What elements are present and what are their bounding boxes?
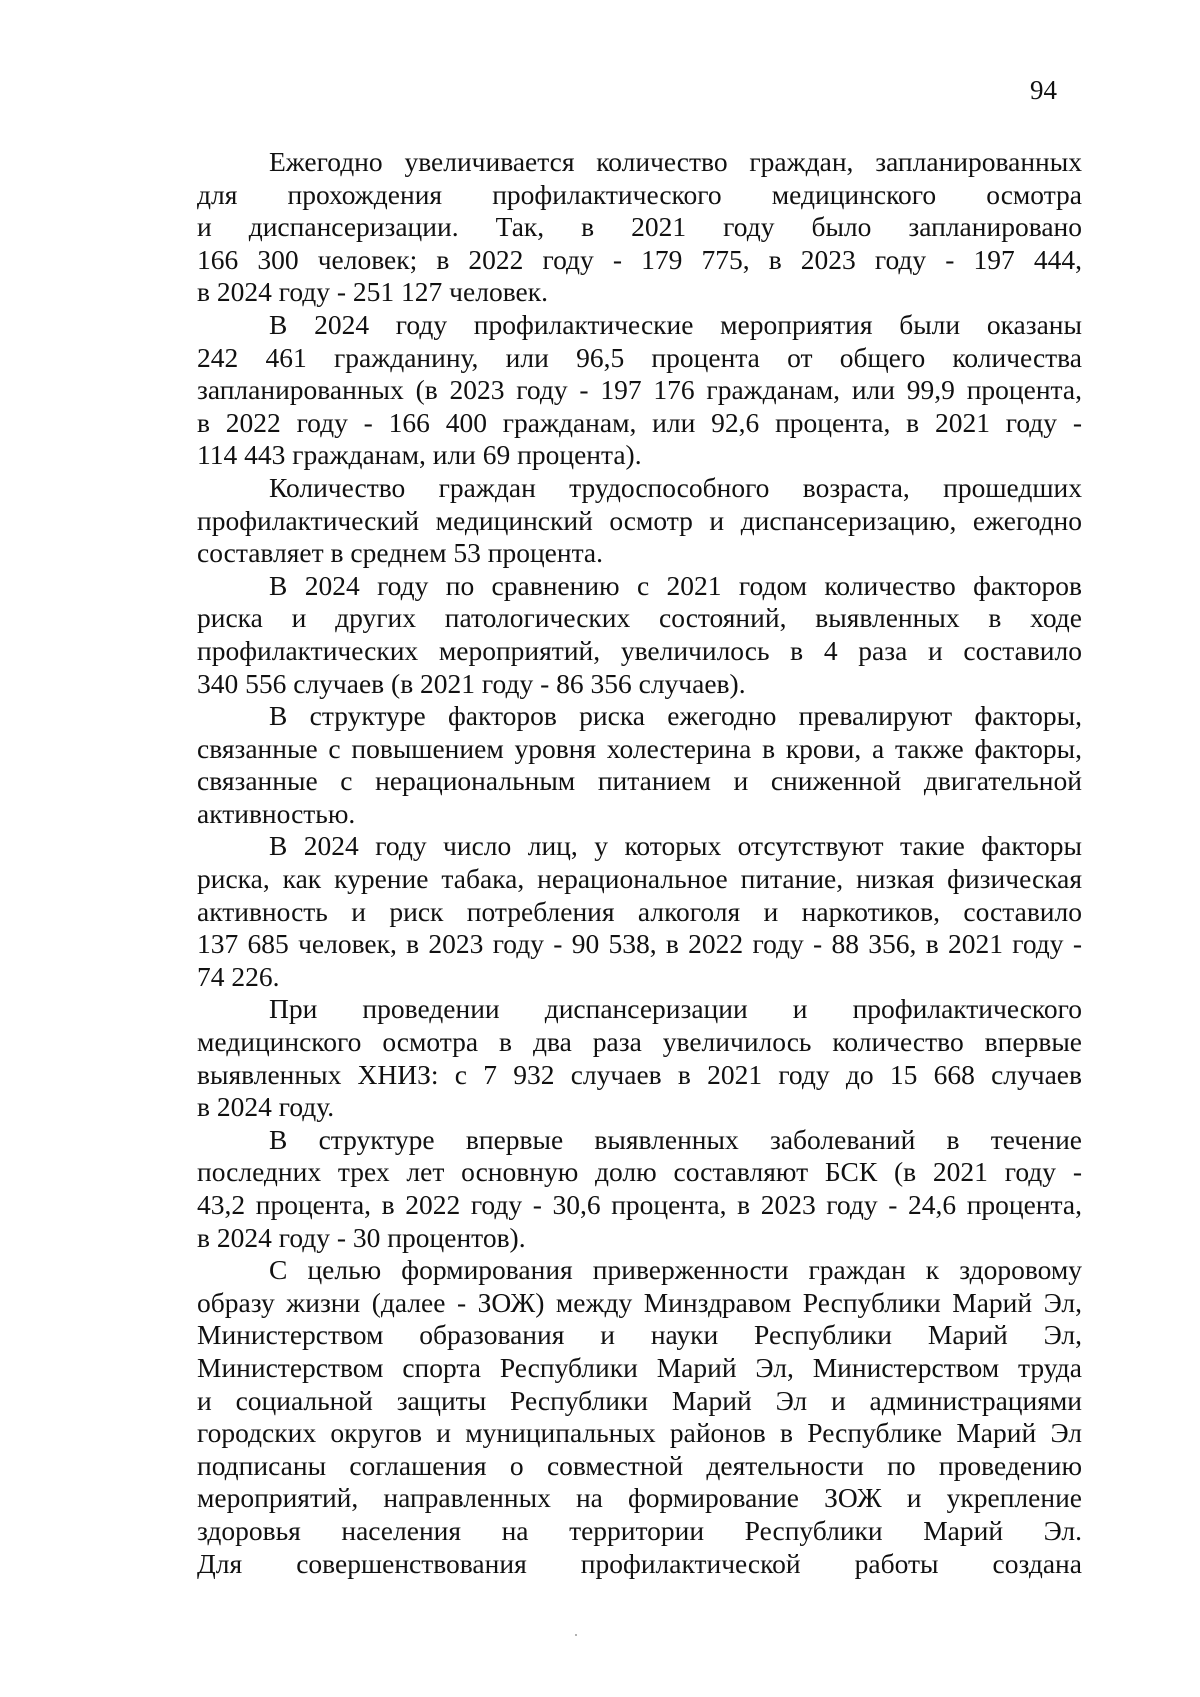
text-line: 340 556 случаев (в 2021 году - 86 356 случаев). [197,667,746,699]
text-line: 242 461 гражданину, или 96,5 процента от общего количества [197,341,1082,373]
text-line: последних трех лет основную долю составляют БСК (в 2021 году - [197,1156,1082,1188]
text-line: 166 300 человек; в 2022 году - 179 775, в 2023 году - 197 444, [197,243,1082,275]
text-line: в 2024 году - 251 127 человек. [197,276,548,308]
text-line: составляет в среднем 53 процента. [197,537,604,569]
text-line: в 2024 году. [197,1091,335,1123]
paragraph [197,1124,1082,1254]
text-line: в 2024 году - 30 процентов). [197,1221,526,1253]
text-line: здоровья населения на территории Республики Марий Эл. [197,1514,1082,1546]
paragraph [197,472,1082,570]
text-line: В структуре факторов риска ежегодно превалируют факторы, [269,700,1082,732]
text-line: В 2024 году число лиц, у которых отсутствуют такие факторы [269,830,1082,862]
paragraph [197,830,1082,993]
paragraph [197,1254,1082,1580]
text-line: запланированных (в 2023 году - 197 176 гражданам, или 99,9 процента, [197,374,1082,406]
text-line: 74 226. [197,960,280,992]
text-line: медицинского осмотра в два раза увеличилось количество впервые [197,1026,1082,1058]
text-line: С целью формирования приверженности граждан к здоровому [269,1254,1082,1286]
paragraph [197,993,1082,1123]
scan-speck [575,1634,577,1636]
text-line: 43,2 процента, в 2022 году - 30,6 процента, в 2023 году - 24,6 процента, [197,1189,1082,1220]
document-body [197,146,1082,1580]
paragraph [197,146,1082,309]
text-line: и социальной защиты Республики Марий Эл и администрациями [197,1384,1082,1416]
text-line: активность и риск потребления алкоголя и наркотиков, составило [197,895,1082,927]
text-line: риска и других патологических состояний, выявленных в ходе [197,602,1082,634]
text-line: 114 443 гражданам, или 69 процента). [197,439,642,471]
text-line: связанные с нерациональным питанием и сниженной двигательной [197,765,1082,797]
text-line: связанные с повышением уровня холестерина в крови, а также факторы, [197,732,1082,764]
text-line: В структуре впервые выявленных заболеваний в течение [269,1123,1082,1155]
page-number: 94 [1030,75,1057,105]
text-line: Ежегодно увеличивается количество граждан, запланированных [269,146,1082,177]
text-line: 137 685 человек, в 2023 году - 90 538, в 2022 году - 88 356, в 2021 году - [197,928,1082,960]
text-line: профилактический медицинский осмотр и диспансеризацию, ежегодно [197,504,1082,536]
text-line: для прохождения профилактического медицинского осмотра [197,178,1082,210]
text-line: В 2024 году по сравнению с 2021 годом количество факторов [269,569,1082,601]
text-line: Министерством спорта Республики Марий Эл, Министерством труда [197,1351,1082,1383]
text-line: городских округов и муниципальных районов в Республике Марий Эл [197,1417,1082,1449]
text-line: и диспансеризации. Так, в 2021 году было запланировано [197,211,1082,243]
text-line: В 2024 году профилактические мероприятия были оказаны [269,308,1082,340]
text-line: Для совершенствования профилактической работы создана [197,1547,1082,1579]
text-line: образу жизни (далее - ЗОЖ) между Минздравом Республики Марий Эл, [197,1286,1082,1318]
text-line: подписаны соглашения о совместной деятельности по проведению [197,1449,1082,1481]
text-line: профилактических мероприятий, увеличилось в 4 раза и составило [197,634,1082,666]
text-line: активностью. [197,797,356,829]
text-line: риска, как курение табака, нерациональное питание, низкая физическая [197,863,1082,895]
paragraph [197,570,1082,700]
paragraph [197,309,1082,472]
text-line: Количество граждан трудоспособного возраста, прошедших [269,471,1082,503]
text-line: Министерством образования и науки Республики Марий Эл, [197,1319,1082,1351]
text-line: При проведении диспансеризации и профилактического [269,993,1082,1025]
text-line: выявленных ХНИЗ: с 7 932 случаев в 2021 году до 15 668 случаев [197,1058,1082,1090]
paragraph [197,700,1082,830]
text-line: в 2022 году - 166 400 гражданам, или 92,6 процента, в 2021 году - [197,406,1082,438]
text-line: мероприятий, направленных на формирование ЗОЖ и укрепление [197,1482,1082,1514]
